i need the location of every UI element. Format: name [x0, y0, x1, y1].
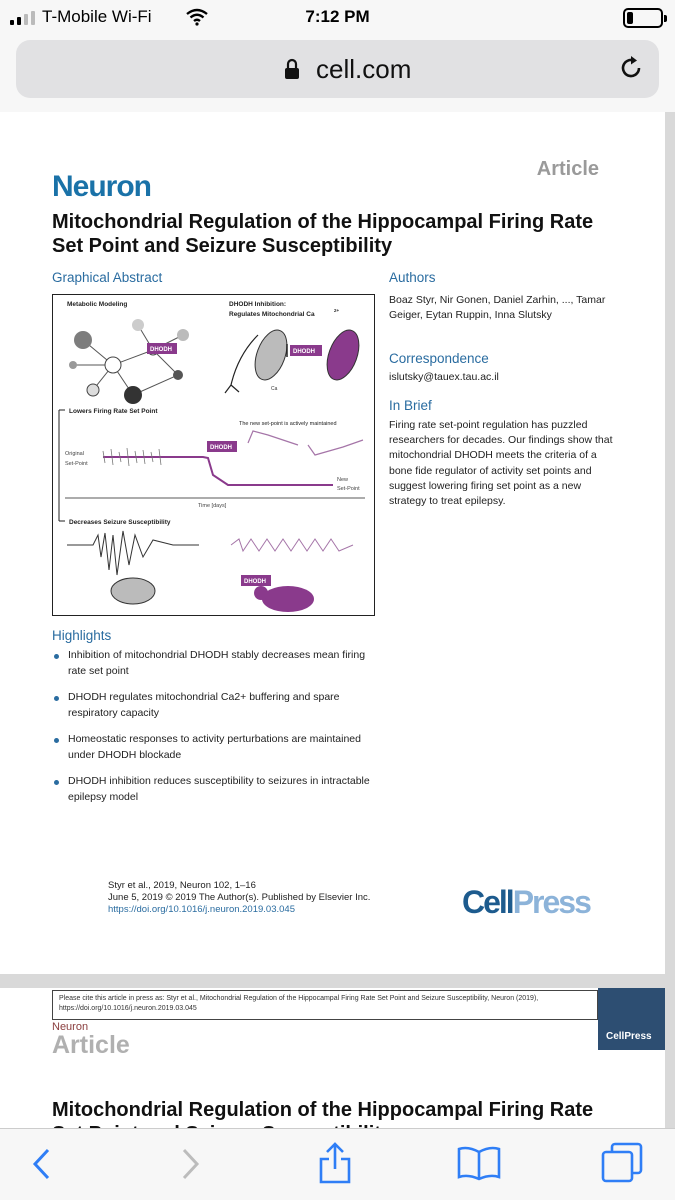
journal-name: Neuron — [52, 1021, 89, 1033]
url-domain: cell.com — [316, 54, 412, 84]
cellpress-badge: CellPress — [598, 988, 665, 1050]
highlights-list — [52, 648, 382, 816]
in-brief-heading: In Brief — [389, 398, 432, 413]
ga-dhodh-label-2: DHODH — [293, 349, 315, 355]
share-icon[interactable] — [318, 1141, 352, 1185]
ga-new: New — [337, 477, 349, 483]
browser-chrome — [0, 36, 675, 112]
battery-icon — [623, 8, 663, 28]
ga-dhodh-label-3: DHODH — [210, 445, 232, 451]
correspondence-heading: Correspondence — [389, 351, 489, 366]
ga-ca-label: Ca — [271, 386, 278, 392]
citation-block — [108, 880, 370, 916]
article-title-2: Mitochondrial Regulation of the Hippocampal Firing Rate — [52, 1099, 594, 1121]
highlights-heading: Highlights — [52, 628, 112, 643]
ga-dhodh-inhibition: DHODH Inhibition: — [229, 301, 287, 308]
article-tag-2: Article — [52, 1031, 130, 1059]
graphical-abstract-figure — [53, 295, 373, 614]
ga-new-set-point: Set-Point — [337, 486, 360, 492]
tabs-icon[interactable] — [600, 1141, 644, 1183]
pdf-page-1 — [0, 112, 665, 974]
mitochondria-illustration — [225, 326, 365, 393]
reload-icon[interactable] — [617, 54, 645, 82]
cellpress-logo: CellPress — [462, 884, 590, 920]
back-icon[interactable] — [30, 1147, 54, 1181]
graphical-abstract-heading: Graphical Abstract — [52, 270, 163, 285]
article-title: Mitochondrial Regulation of the Hippocampal Firing Rate Set Point and Seizure Susceptibility — [52, 211, 594, 257]
lock-icon — [284, 58, 300, 80]
bookmarks-icon[interactable] — [456, 1145, 502, 1181]
mouse-illustrations — [111, 578, 314, 612]
carrier-name: T-Mobile Wi-Fi — [42, 7, 152, 26]
correspondence-email[interactable]: islutsky@tauex.tau.ac.il — [389, 371, 499, 383]
author-list: Boaz Styr, Nir Gonen, Daniel Zarhin, ..., Tamar Geiger, Eytan Ruppin, Inna Slutsky — [389, 294, 606, 321]
ga-regulates-ca-sup: 2+ — [334, 308, 340, 313]
highlight-item: Inhibition of mitochondrial DHODH stably decreases mean firing rate set point — [52, 648, 382, 679]
address-bar[interactable] — [16, 40, 659, 98]
authors-heading: Authors — [389, 270, 436, 285]
ga-decreases: Decreases Seizure Susceptibility — [69, 519, 171, 526]
ga-set-point: Set-Point — [65, 461, 88, 467]
highlight-item: DHODH inhibition reduces susceptibility to seizures in intractable epilepsy model — [52, 774, 382, 805]
metabolic-network-diagram — [69, 319, 189, 404]
ga-lowers: Lowers Firing Rate Set Point — [69, 408, 158, 415]
forward-icon[interactable] — [178, 1147, 202, 1181]
highlight-item: DHODH regulates mitochondrial Ca2+ buffering and spare respiratory capacity — [52, 690, 382, 721]
clock: 7:12 PM — [305, 7, 370, 26]
browser-toolbar — [0, 1128, 675, 1200]
graphical-abstract — [52, 294, 375, 616]
citation-notice: Please cite this article in press as: Styr et al., Mitochondrial Regulation of the Hippocampal Firing Rate Set Point and Seizure Susceptibility, Neuron (2019), https://doi.org/10.1016/j.neuron.2019.03.045 — [52, 990, 598, 1020]
in-brief-text: Firing rate set-point regulation has puzzled researchers for decades. Our findings show that mitochondrial DHODH meets the criteria of a bone fide regulator of activity set points and suggest lowering firing set point as a new strategy to treat epilepsy. — [389, 419, 613, 508]
citation-line-1: Styr et al., 2019, Neuron 102, 1–16 — [108, 880, 256, 891]
ga-maintained: The new set-point is actively maintained — [239, 421, 337, 427]
ga-metabolic-modeling: Metabolic Modeling — [67, 301, 128, 308]
ga-original: Original — [65, 451, 84, 457]
ga-regulates-ca: Regulates Mitochondrial Ca — [229, 311, 315, 318]
article-tag: Article — [536, 158, 599, 180]
highlight-item: Homeostatic responses to activity perturbations are maintained under DHODH blockade — [52, 732, 382, 763]
status-bar — [0, 0, 675, 36]
journal-logo: Neuron — [52, 170, 151, 203]
seizure-traces — [67, 531, 353, 586]
ga-time-days: Time [days] — [198, 503, 227, 509]
ga-dhodh-label-1: DHODH — [150, 347, 172, 353]
firing-rate-trace — [103, 431, 363, 485]
doi-link[interactable]: https://doi.org/10.1016/j.neuron.2019.03.045 — [108, 904, 295, 915]
ga-dhodh-label-4: DHODH — [244, 579, 266, 585]
citation-line-2: June 5, 2019 © 2019 The Author(s). Published by Elsevier Inc. — [108, 892, 371, 903]
pdf-page-2 — [0, 988, 665, 1128]
